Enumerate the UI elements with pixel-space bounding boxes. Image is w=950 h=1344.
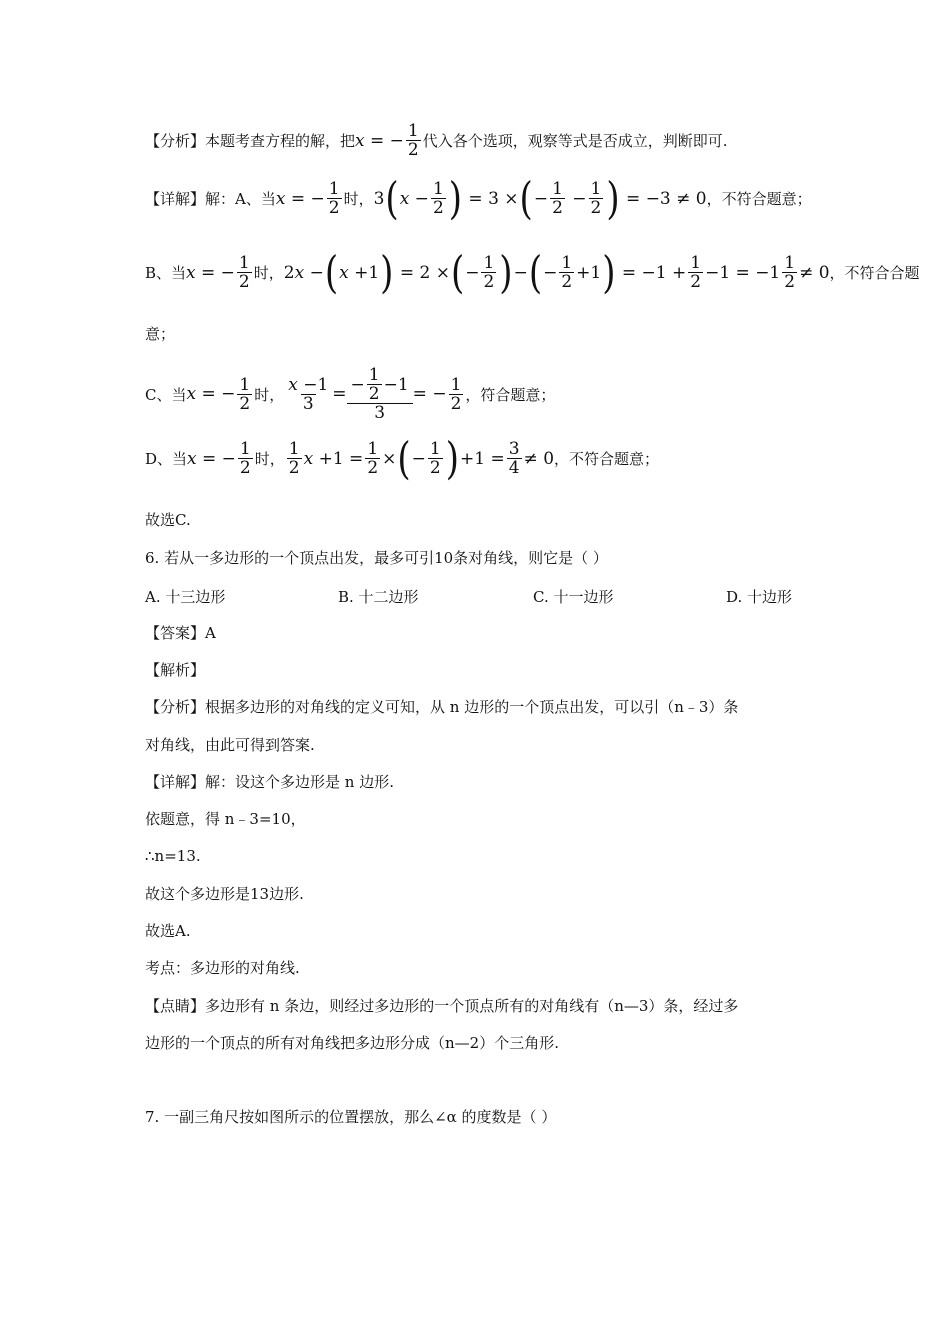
q7-question: 7. 一副三角尺按如图所示的位置摆放，那么∠α 的度数是（ ） (145, 1108, 557, 1126)
q6-step2: ∴n=13. (145, 847, 201, 865)
q6-question: 6. 若从一多边形的一个顶点出发，最多可引10条对角线，则它是（ ） (145, 549, 608, 567)
q5-detail-a: 【详解】 解：A、当 x = − $\frac{1}{2}$ 时， 3 ( x − $\frac{1}{2}$ ) = 3 × ( − $\frac{1}{2}$ − $\frac{1}{2}$ ) = −3 ≠ 0 ，不符合题意； (145, 172, 812, 225)
q5-detail-c: C、当 x = − $\frac{1}{2}$ 时， $\frac{x -1}{3}$ = − $\frac{1}{2}$ −1 3 = − $\frac{1}{2}$ ，符合题意； (145, 365, 556, 423)
q6-step1: 依题意，得 n﹣3=10， (145, 810, 306, 828)
q6-option-a: A. 十三边形 (145, 588, 226, 606)
q5-detail-b-cont: 意； (145, 325, 176, 343)
q6-dianjing-line2: 边形的一个顶点的所有对角线把多边形分成（n—2）个三角形. (145, 1034, 559, 1052)
q6-step3: 故这个多边形是13边形. (145, 885, 304, 903)
q6-choose: 故选A. (145, 922, 191, 940)
q6-kaodian: 考点：多边形的对角线. (145, 959, 300, 977)
q5-analysis: 【分析】 本题考查方程的解，把 x = − $\frac{1}{2}$ 代入各个选项，观察等式是否成立，判断即可. (145, 121, 728, 160)
q6-option-b: B. 十二边形 (338, 588, 419, 606)
q6-analysis-line2: 对角线，由此可得到答案. (145, 736, 315, 754)
fraction: $\frac{1}{2}$ (407, 121, 419, 160)
q6-dianjing-line1: 【点睛】多边形有 n 条边，则经过多边形的一个顶点所有的对角线有（n—3）条，经过多 (145, 997, 739, 1015)
q6-option-c: C. 十一边形 (533, 588, 614, 606)
detail-label: 【详解】 (145, 190, 206, 208)
q6-jiexi: 【解析】 (145, 661, 206, 679)
q6-analysis-line1: 【分析】根据多边形的对角线的定义可知，从 n 边形的一个顶点出发，可以引（n﹣3）条 (145, 698, 739, 716)
q6-answer: 【答案】A (145, 624, 216, 642)
q5-detail-b: B、当 x = − $\frac{1}{2}$ 时， 2x − ( x +1 ) = 2 × ( − $\frac{1}{2}$ ) − ( − $\frac{1}{2}$ +1 ) = −1 + $\frac{1}{2}$ −1 = −1 $\frac{1}{2}$ ≠ 0 ，不符合合题 (145, 246, 920, 299)
q5-choose: 故选C. (145, 511, 191, 529)
q6-detail: 【详解】解：设这个多边形是 n 边形. (145, 773, 394, 791)
q5-detail-d: D、当 x = − $\frac{1}{2}$ 时， $\frac{1}{2}$ x +1 = $\frac{1}{2}$ × ( − $\frac{1}{2}$ ) +1 = $\frac{3}{4}$ ≠ 0 ，不符合题意； (145, 432, 660, 485)
q6-option-d: D. 十边形 (726, 588, 793, 606)
analysis-label: 【分析】 (145, 132, 206, 150)
